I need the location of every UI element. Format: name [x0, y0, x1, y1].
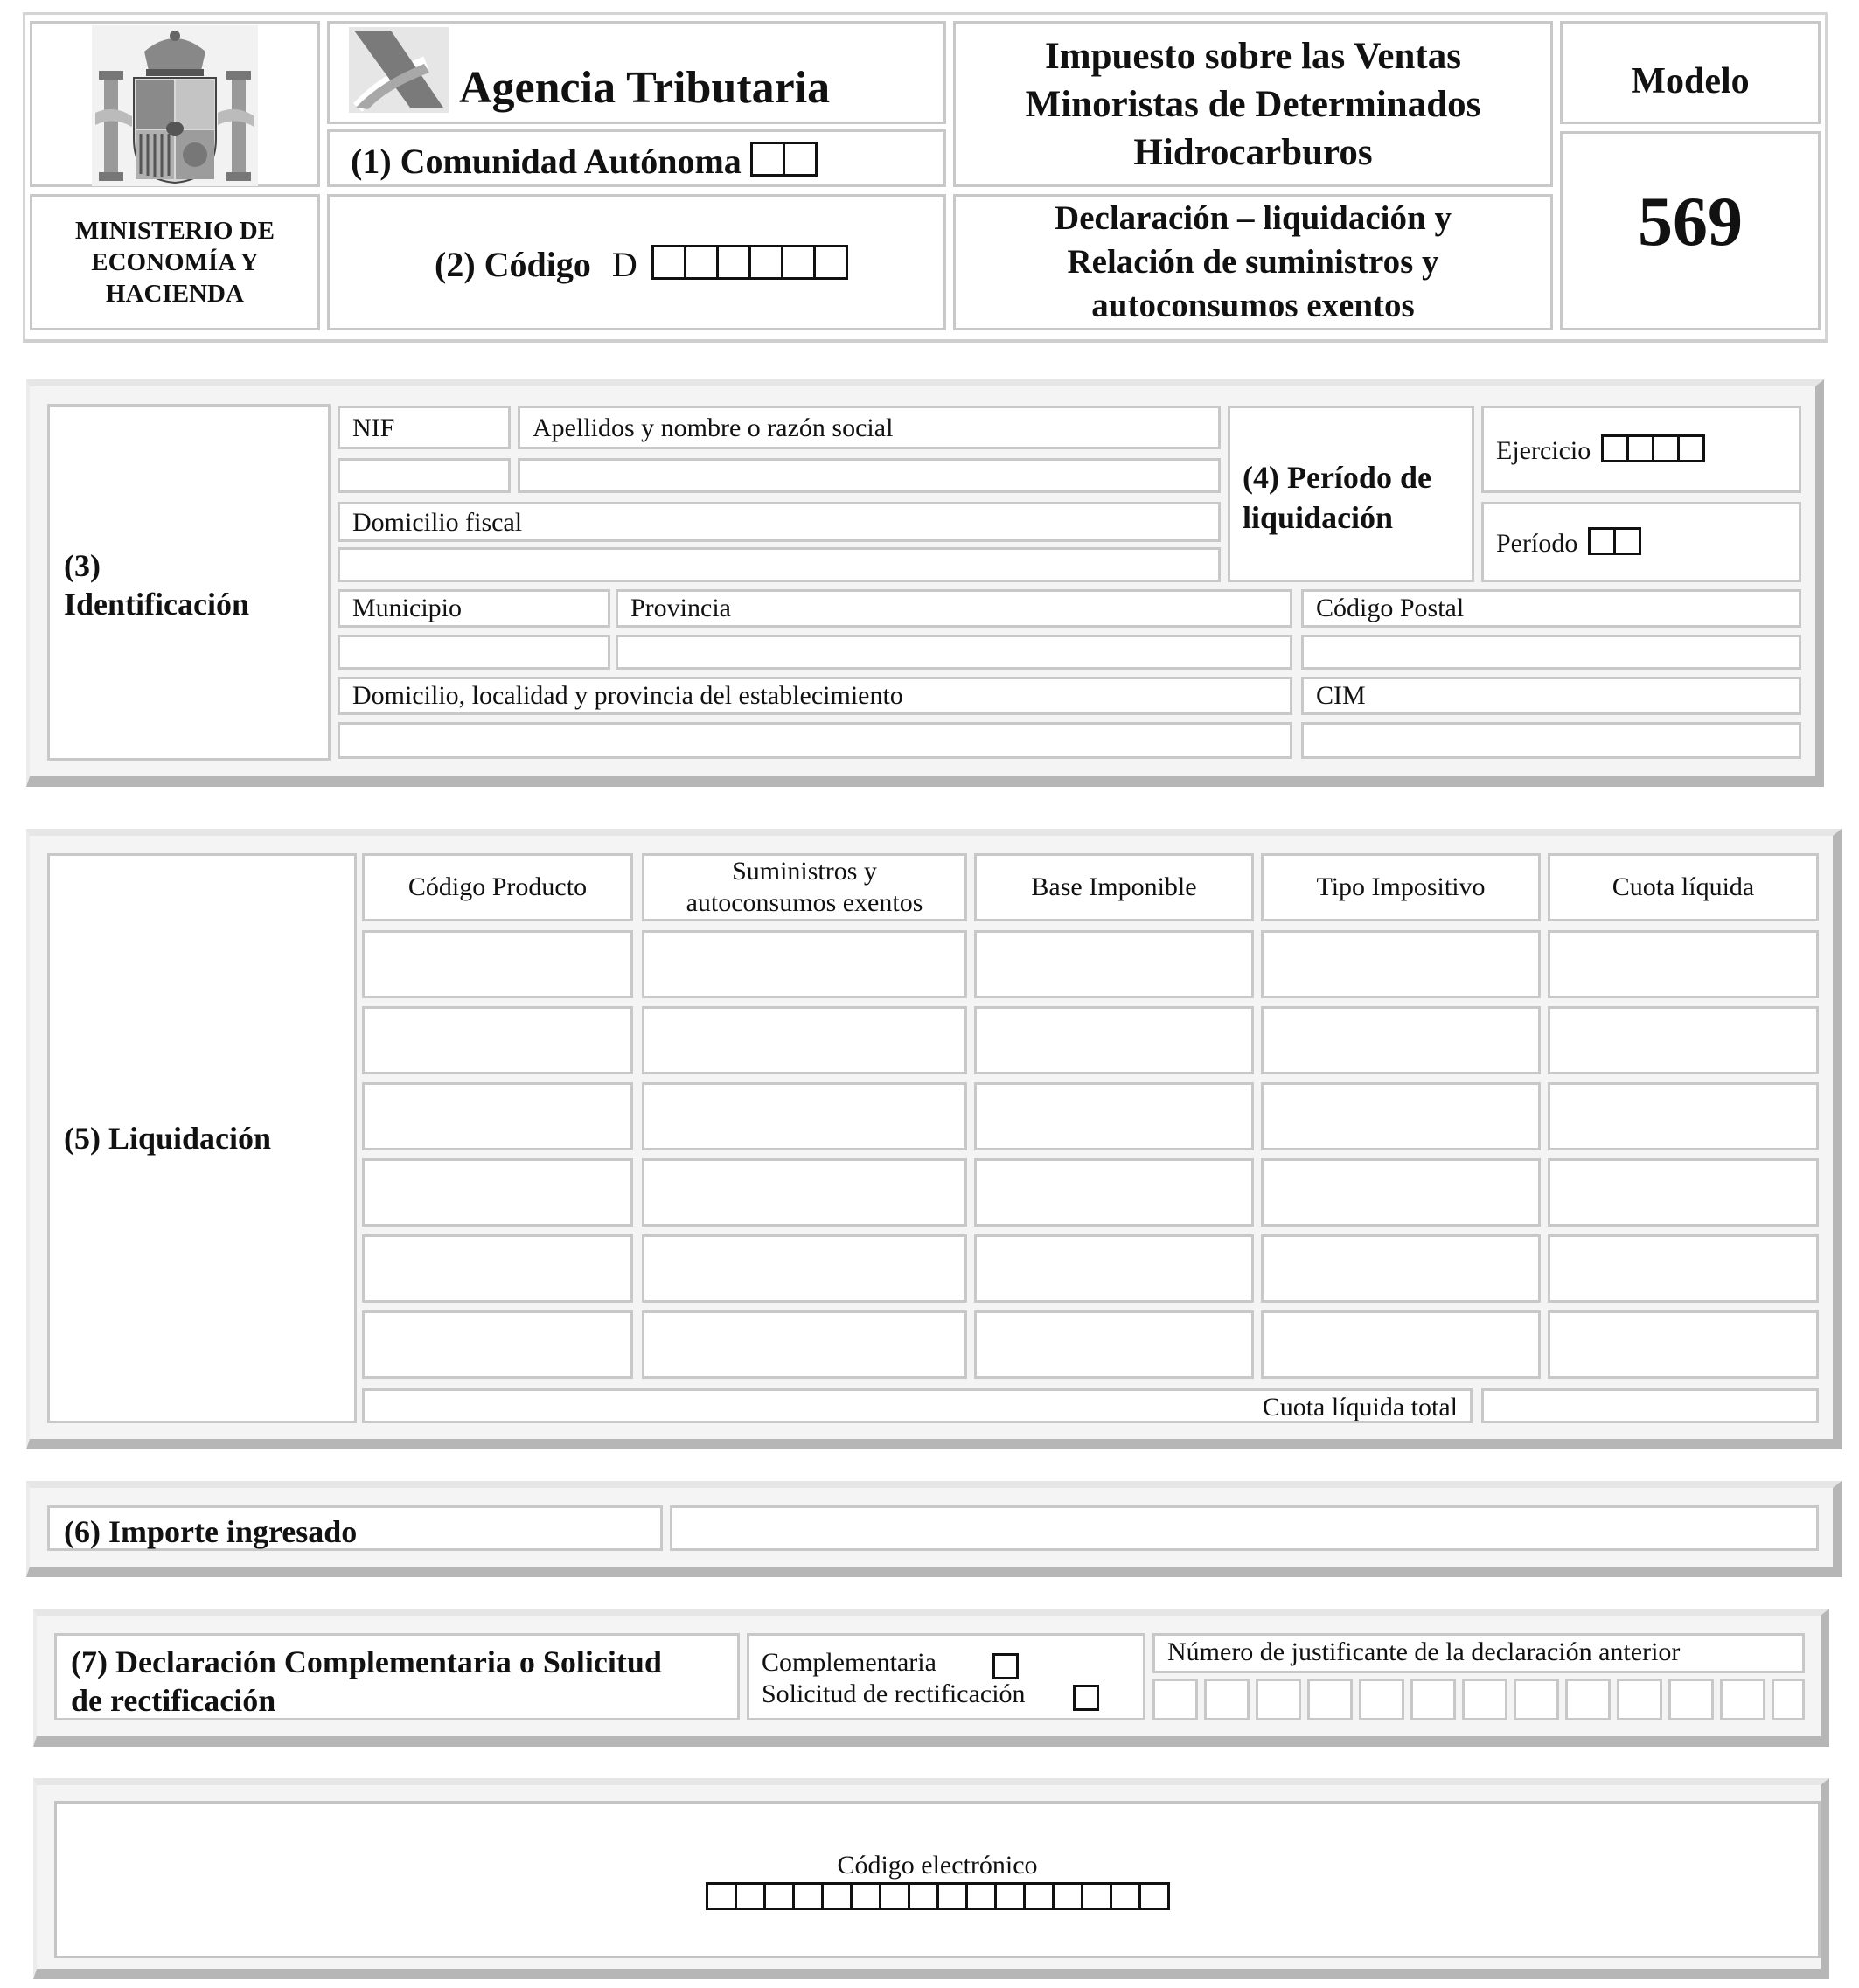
- table-cell[interactable]: [642, 1158, 967, 1227]
- table-cell[interactable]: [1261, 1006, 1541, 1074]
- modelo-number: 569: [1638, 183, 1743, 261]
- provincia-label: Provincia: [630, 594, 731, 622]
- ministry-line-3: HACIENDA: [106, 280, 244, 308]
- establecimiento-label-cell: [338, 677, 1292, 715]
- col-header-tipo-impositivo: Tipo Impositivo: [1261, 853, 1541, 921]
- col-header-cuota-liquida: Cuota líquida: [1548, 853, 1819, 921]
- rectificacion-checkbox[interactable]: [1073, 1685, 1099, 1711]
- title-line-3: Hidrocarburos: [1133, 131, 1373, 173]
- importe-title-cell: [47, 1505, 663, 1551]
- coat-of-arms-cell: [30, 21, 320, 187]
- complementaria-title-cell: [54, 1633, 740, 1720]
- importe-title: (6) Importe ingresado: [64, 1514, 358, 1549]
- col-header-codigo-producto: Código Producto: [362, 853, 633, 921]
- codigo-prefix: D: [611, 245, 637, 284]
- comunidad-label: (1) Comunidad Autónoma: [351, 142, 742, 181]
- justificante-digit[interactable]: [1359, 1679, 1404, 1720]
- periodo-boxes[interactable]: [1588, 527, 1641, 559]
- codigo-postal-label: Código Postal: [1316, 594, 1465, 622]
- codigo-postal-label-cell: [1301, 589, 1801, 628]
- ministry-line-2: ECONOMÍA Y: [91, 248, 259, 276]
- identificacion-title-cell: [47, 404, 331, 761]
- table-cell[interactable]: [1261, 1158, 1541, 1227]
- complementaria-title-line-1: (7) Declaración Complementaria o Solicitud: [71, 1644, 662, 1679]
- table-cell[interactable]: [362, 930, 633, 998]
- table-cell[interactable]: [362, 1158, 633, 1227]
- municipio-label-cell: [338, 589, 610, 628]
- domicilio-fiscal-label-cell: [338, 502, 1221, 542]
- codigo-postal-input[interactable]: [1301, 635, 1801, 670]
- provincia-label-cell: [616, 589, 1292, 628]
- cim-label: CIM: [1316, 681, 1366, 710]
- subtitle-line-1: Declaración – liquidación y: [1055, 199, 1452, 237]
- periodo-cell: [1481, 502, 1801, 582]
- ministry-cell: [30, 194, 320, 330]
- comunidad-boxes[interactable]: [750, 141, 818, 182]
- ejercicio-boxes[interactable]: [1601, 434, 1705, 466]
- complementaria-label: Complementaria: [762, 1648, 936, 1677]
- table-cell[interactable]: [362, 1082, 633, 1150]
- establecimiento-input[interactable]: [338, 722, 1292, 759]
- table-cell[interactable]: [974, 930, 1254, 998]
- table-cell[interactable]: [642, 1310, 967, 1379]
- table-cell[interactable]: [1548, 1158, 1819, 1227]
- table-cell[interactable]: [974, 1234, 1254, 1303]
- justificante-digit[interactable]: [1256, 1679, 1301, 1720]
- justificante-digit[interactable]: [1772, 1679, 1805, 1720]
- table-cell[interactable]: [362, 1006, 633, 1074]
- codigo-label: (2) Código: [435, 245, 591, 284]
- agency-name: Agencia Tributaria: [459, 63, 831, 113]
- table-cell[interactable]: [1261, 1310, 1541, 1379]
- table-cell[interactable]: [1261, 1082, 1541, 1150]
- subtitle-line-3: autoconsumos exentos: [1091, 287, 1415, 324]
- identificacion-num: (3): [64, 548, 101, 583]
- codigo-electronico-boxes[interactable]: [57, 1882, 1818, 1910]
- table-cell[interactable]: [1548, 930, 1819, 998]
- comunidad-cell: [327, 129, 946, 187]
- complementaria-options-cell: [747, 1633, 1145, 1720]
- table-cell[interactable]: [974, 1158, 1254, 1227]
- table-cell[interactable]: [974, 1082, 1254, 1150]
- ejercicio-cell: [1481, 406, 1801, 493]
- domicilio-fiscal-label: Domicilio fiscal: [352, 508, 523, 537]
- table-cell[interactable]: [1548, 1082, 1819, 1150]
- justificante-digit[interactable]: [1462, 1679, 1507, 1720]
- title-line-2: Minoristas de Determinados: [1025, 83, 1481, 125]
- table-cell[interactable]: [642, 1082, 967, 1150]
- liquidacion-title-cell: [47, 853, 357, 1423]
- liquidacion-title: (5) Liquidación: [64, 1121, 272, 1156]
- justificante-digit[interactable]: [1204, 1679, 1250, 1720]
- subtitle-cell: [953, 194, 1553, 330]
- periodo-label: Período: [1496, 529, 1578, 558]
- municipio-input[interactable]: [338, 635, 610, 670]
- table-cell[interactable]: [642, 1234, 967, 1303]
- subtitle-line-2: Relación de suministros y: [1067, 243, 1439, 281]
- modelo-label: Modelo: [1631, 61, 1750, 101]
- col-header-base-imponible: Base Imponible: [974, 853, 1254, 921]
- codigo-electronico-label: Código electrónico: [837, 1851, 1038, 1880]
- cuota-total-label: Cuota líquida total: [1262, 1393, 1458, 1421]
- codigo-cell: [327, 194, 946, 330]
- nif-label-cell: [338, 406, 511, 449]
- table-cell[interactable]: [362, 1310, 633, 1379]
- cim-label-cell: [1301, 677, 1801, 715]
- title-line-1: Impuesto sobre las Ventas: [1045, 35, 1461, 77]
- justificante-label-cell: [1152, 1633, 1805, 1673]
- municipio-label: Municipio: [352, 594, 462, 622]
- periodo-title-line-1: (4) Período de: [1243, 460, 1431, 495]
- table-cell[interactable]: [1261, 930, 1541, 998]
- ministry-line-1: MINISTERIO DE: [74, 217, 275, 245]
- table-cell[interactable]: [642, 1006, 967, 1074]
- nombre-label: Apellidos y nombre o razón social: [533, 414, 894, 442]
- cim-input[interactable]: [1301, 722, 1801, 759]
- title-cell: [953, 21, 1553, 187]
- table-cell[interactable]: [974, 1006, 1254, 1074]
- table-cell[interactable]: [1548, 1310, 1819, 1379]
- periodo-title-line-2: liquidación: [1243, 500, 1394, 535]
- provincia-input[interactable]: [616, 635, 1292, 670]
- nombre-label-cell: [518, 406, 1221, 449]
- modelo-number-cell: [1560, 131, 1821, 330]
- table-cell[interactable]: [362, 1234, 633, 1303]
- table-cell[interactable]: [1261, 1234, 1541, 1303]
- table-cell[interactable]: [1548, 1234, 1819, 1303]
- justificante-label: Número de justificante de la declaración anterior: [1167, 1637, 1681, 1666]
- cuota-total-label-cell: [362, 1388, 1473, 1423]
- identificacion-title: Identificación: [64, 587, 249, 622]
- periodo-title-cell: [1228, 406, 1474, 582]
- agency-cell: [327, 21, 946, 124]
- codigo-electronico-cell: [54, 1801, 1821, 1958]
- table-cell[interactable]: [1548, 1006, 1819, 1074]
- justificante-digit[interactable]: [1410, 1679, 1456, 1720]
- complementaria-checkbox[interactable]: [992, 1653, 1019, 1679]
- ejercicio-label: Ejercicio: [1496, 436, 1591, 465]
- justificante-digit[interactable]: [1565, 1679, 1611, 1720]
- cuota-total-input[interactable]: [1481, 1388, 1819, 1423]
- nif-input[interactable]: [338, 458, 511, 493]
- nif-label: NIF: [352, 414, 395, 442]
- justificante-digit[interactable]: [1307, 1679, 1353, 1720]
- table-cell[interactable]: [974, 1310, 1254, 1379]
- complementaria-title-line-2: de rectificación: [71, 1683, 276, 1718]
- nombre-input[interactable]: [518, 458, 1221, 493]
- justificante-digit[interactable]: [1720, 1679, 1765, 1720]
- justificante-digit[interactable]: [1668, 1679, 1714, 1720]
- justificante-digit[interactable]: [1514, 1679, 1559, 1720]
- modelo-label-cell: [1560, 21, 1821, 124]
- table-cell[interactable]: [642, 930, 967, 998]
- justificante-digit[interactable]: [1617, 1679, 1662, 1720]
- importe-input[interactable]: [670, 1505, 1819, 1551]
- establecimiento-label: Domicilio, localidad y provincia del establecimiento: [352, 681, 903, 710]
- codigo-boxes[interactable]: [651, 244, 848, 285]
- agency-logo-icon: [349, 27, 449, 113]
- col-header-suministros: Suministros y autoconsumos exentos: [642, 853, 967, 921]
- domicilio-fiscal-input[interactable]: [338, 547, 1221, 582]
- justificante-digit[interactable]: [1152, 1679, 1198, 1720]
- rectificacion-label: Solicitud de rectificación: [762, 1679, 1026, 1708]
- coat-of-arms-icon: [92, 25, 258, 186]
